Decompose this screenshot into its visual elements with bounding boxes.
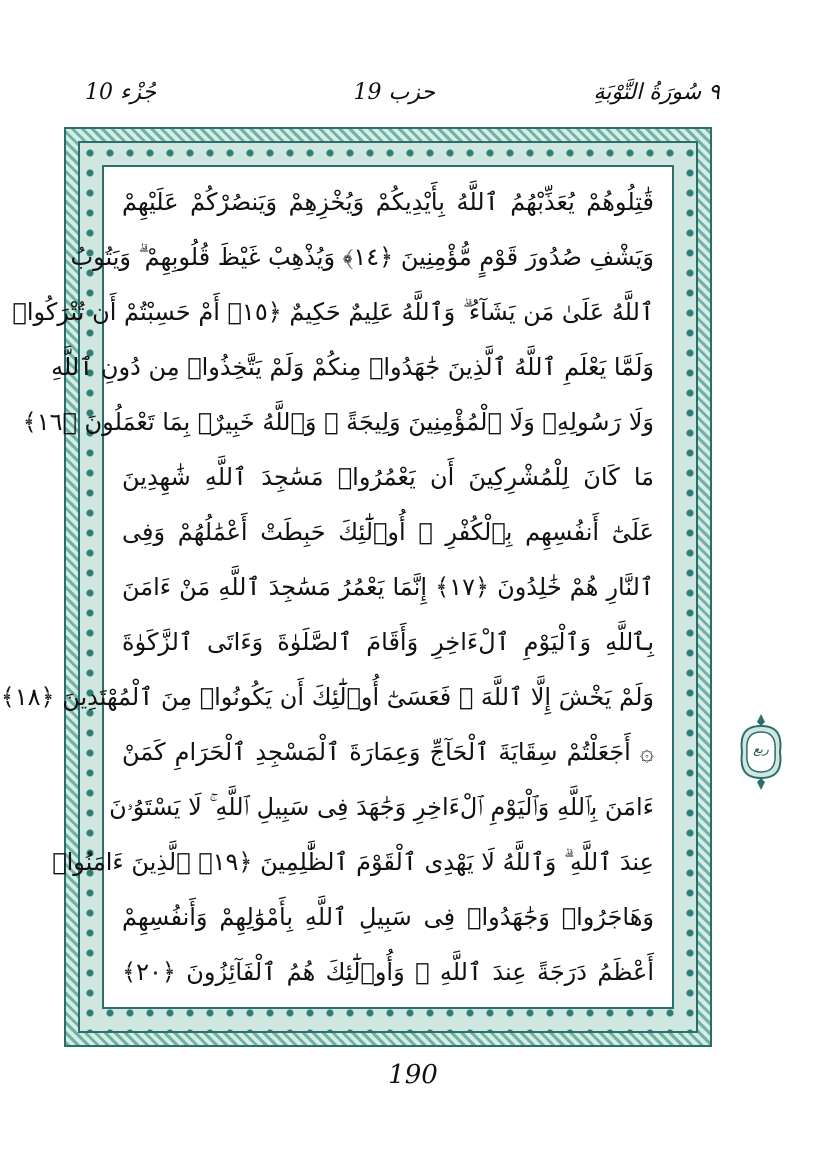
verse-line: بِٱللَّهِ وَٱلْيَوْمِ ٱلْءَاخِرِ وَأَقَامَ ٱلصَّلَوٰةَ وَءَاتَى ٱلزَّكَوٰةَ bbox=[122, 628, 654, 656]
rub-marker bbox=[738, 712, 784, 792]
page-header bbox=[70, 80, 720, 120]
verse-line: وَيَشْفِ صُدُورَ قَوْمٍ مُّؤْمِنِينَ ﴿١٤﴾ وَيُذْهِبْ غَيْظَ قُلُوبِهِمْ ۗ وَيَتُوبُ bbox=[70, 243, 654, 271]
verse-line: ٱللَّهُ عَلَىٰ مَن يَشَآءُ ۗ وَٱللَّهُ عَلِيمٌ حَكِيمٌ ﴿١٥﴾ أَمْ حَسِبْتُمْ أَن تُتْرَكُوا۟ bbox=[12, 298, 654, 326]
verse-line: ۞ أَجَعَلْتُمْ سِقَايَةَ ٱلْحَآجِّ وَعِمَارَةَ ٱلْمَسْجِدِ ٱلْحَرَامِ كَمَنْ bbox=[122, 738, 654, 766]
verse-line: عِندَ ٱللَّهِ ۗ وَٱللَّهُ لَا يَهْدِى ٱلْقَوْمَ ٱلظَّٰلِمِينَ ﴿١٩﴾ ٱلَّذِينَ ءَامَنُوا۟ bbox=[52, 848, 654, 876]
verse-line: عَلَىٰٓ أَنفُسِهِم بِٱلْكُفْرِ ۚ أُو۟لَٰٓئِكَ حَبِطَتْ أَعْمَٰلُهُمْ وَفِى bbox=[122, 518, 654, 546]
ornamental-frame bbox=[0, 127, 712, 1047]
verse-line: ٱلنَّارِ هُمْ خَٰلِدُونَ ﴿١٧﴾ إِنَّمَا يَعْمُرُ مَسَٰجِدَ ٱللَّهِ مَنْ ءَامَنَ bbox=[122, 573, 654, 601]
verse-line: وَلَمَّا يَعْلَمِ ٱللَّهُ ٱلَّذِينَ جَٰهَدُوا۟ مِنكُمْ وَلَمْ يَتَّخِذُوا۟ مِن دُونِ ٱللَّهِ bbox=[51, 353, 654, 381]
juz-label: جُزْء 10 bbox=[85, 80, 157, 105]
rub-marker-label: ربع bbox=[753, 742, 769, 756]
text-panel bbox=[0, 165, 674, 1009]
verse-line: وَلَمْ يَخْشَ إِلَّا ٱللَّهَ ۖ فَعَسَىٰٓ أُو۟لَٰٓئِكَ أَن يَكُونُوا۟ مِنَ ٱلْمُهْتَدِينَ ﴿١٨﴾ bbox=[0, 683, 654, 711]
page-number: 190 bbox=[388, 1060, 438, 1090]
verse-line: أَعْظَمُ دَرَجَةً عِندَ ٱللَّهِ ۚ وَأُو۟لَٰٓئِكَ هُمُ ٱلْفَآئِزُونَ ﴿٢٠﴾ bbox=[122, 958, 654, 986]
verse-line: وَهَاجَرُوا۟ وَجَٰهَدُوا۟ فِى سَبِيلِ ٱللَّهِ بِأَمْوَٰلِهِمْ وَأَنفُسِهِمْ bbox=[122, 903, 654, 931]
verse-line: وَلَا رَسُولِهِۦ وَلَا ٱلْمُؤْمِنِينَ وَلِيجَةً ۚ وَٱللَّهُ خَبِيرٌۢ بِمَا تَعْمَلُونَ ﴿١٦﴾ bbox=[22, 408, 654, 436]
verse-line: مَا كَانَ لِلْمُشْرِكِينَ أَن يَعْمُرُوا۟ مَسَٰجِدَ ٱللَّهِ شَٰهِدِينَ bbox=[122, 463, 654, 491]
surah-name: ٩ سُورَةُ التَّوْبَةِ bbox=[593, 80, 720, 105]
verse-lines bbox=[0, 183, 654, 991]
hizb-label: حزب 19 bbox=[353, 80, 435, 105]
verse-line: ءَامَنَ بِٱللَّهِ وَٱلْيَوْمِ ٱلْءَاخِرِ وَجَٰهَدَ فِى سَبِيلِ ٱللَّهِ ۚ لَا يَسْتَوُۥنَ bbox=[109, 793, 654, 821]
verse-line: قَٰتِلُوهُمْ يُعَذِّبْهُمُ ٱللَّهُ بِأَيْدِيكُمْ وَيُخْزِهِمْ وَيَنصُرْكُمْ عَلَيْهِمْ bbox=[122, 188, 654, 216]
